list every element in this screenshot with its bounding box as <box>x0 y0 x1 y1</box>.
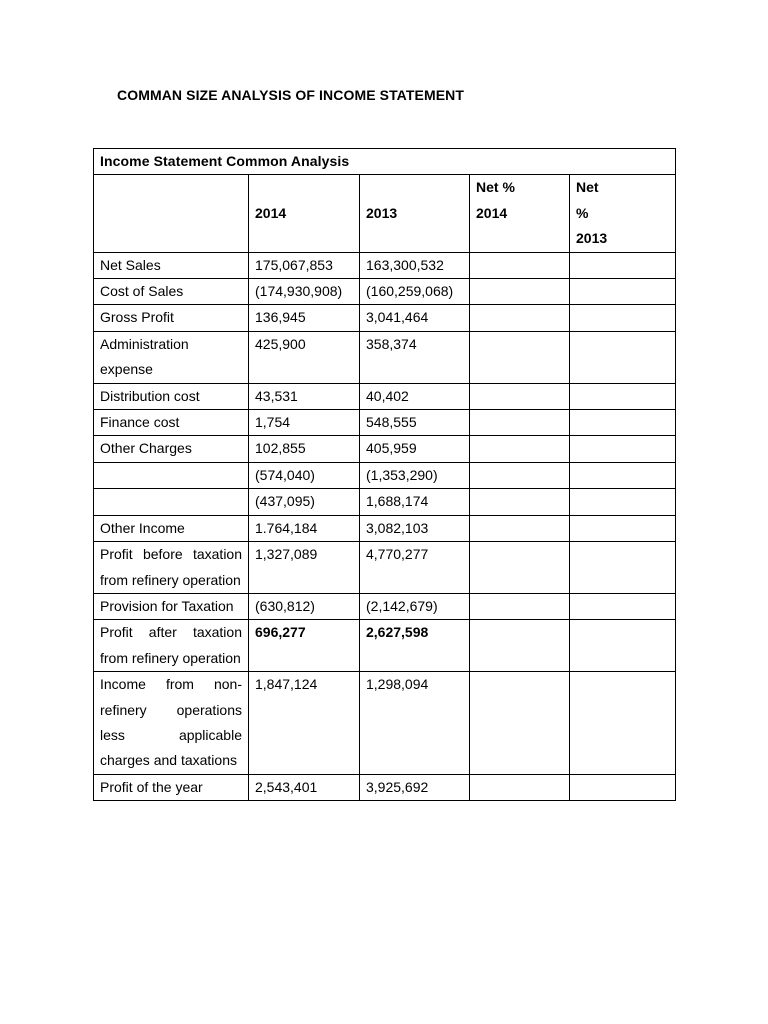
header-net-pct-2013 <box>570 175 676 252</box>
table-row <box>94 489 676 515</box>
row-label: Administration expense <box>94 331 249 383</box>
net-pct-2013 <box>570 305 676 331</box>
value-2014: (174,930,908) <box>249 279 360 305</box>
value-2013: 3,925,692 <box>360 774 470 800</box>
row-label: Provision for Taxation <box>94 593 249 619</box>
row-label: Profit before taxation from refinery operation <box>94 542 249 594</box>
net-pct-2014 <box>470 774 570 800</box>
net-pct-2014 <box>470 515 570 541</box>
table-row <box>94 410 676 436</box>
value-2014: 2,543,401 <box>249 774 360 800</box>
value-2013: 548,555 <box>360 410 470 436</box>
header-row <box>94 175 676 252</box>
header-net-pct-2013-line1: Net <box>576 179 599 196</box>
row-label: Distribution cost <box>94 383 249 409</box>
row-label: Net Sales <box>94 252 249 278</box>
value-2013: 163,300,532 <box>360 252 470 278</box>
net-pct-2013 <box>570 383 676 409</box>
net-pct-2013 <box>570 489 676 515</box>
value-2014: 1,754 <box>249 410 360 436</box>
value-2013: 1,298,094 <box>360 672 470 775</box>
row-label: Other Income <box>94 515 249 541</box>
header-label-cell <box>94 175 249 252</box>
net-pct-2013 <box>570 620 676 672</box>
value-2014: 696,277 <box>249 620 360 672</box>
value-2014: 1,847,124 <box>249 672 360 775</box>
net-pct-2013 <box>570 672 676 775</box>
row-label <box>94 462 249 488</box>
header-net-pct-2013-line3: 2013 <box>576 230 608 247</box>
net-pct-2013 <box>570 279 676 305</box>
header-2014: 2014 <box>249 175 360 252</box>
value-2013: 2,627,598 <box>360 620 470 672</box>
table-row <box>94 436 676 462</box>
value-2014: 136,945 <box>249 305 360 331</box>
header-net-pct-2013-line2: % <box>576 204 589 221</box>
header-net-pct-2014-line1: Net % <box>476 179 515 196</box>
table-row <box>94 331 676 383</box>
net-pct-2014 <box>470 410 570 436</box>
value-2013: 358,374 <box>360 331 470 383</box>
net-pct-2013 <box>570 462 676 488</box>
net-pct-2013 <box>570 331 676 383</box>
net-pct-2013 <box>570 410 676 436</box>
value-2014: (574,040) <box>249 462 360 488</box>
value-2013: 3,041,464 <box>360 305 470 331</box>
row-label: Profit after taxation from refinery operation <box>94 620 249 672</box>
row-label: Cost of Sales <box>94 279 249 305</box>
value-2014: 1,327,089 <box>249 542 360 594</box>
value-2013: (2,142,679) <box>360 593 470 619</box>
net-pct-2013 <box>570 252 676 278</box>
net-pct-2014 <box>470 593 570 619</box>
table-row <box>94 672 676 775</box>
net-pct-2014 <box>470 383 570 409</box>
header-net-pct-2014 <box>470 175 570 252</box>
net-pct-2014 <box>470 489 570 515</box>
table-row <box>94 305 676 331</box>
net-pct-2013 <box>570 774 676 800</box>
value-2014: 102,855 <box>249 436 360 462</box>
value-2013: 4,770,277 <box>360 542 470 594</box>
income-statement-table <box>93 148 676 801</box>
row-label: Finance cost <box>94 410 249 436</box>
document-title: COMMAN SIZE ANALYSIS OF INCOME STATEMENT <box>117 87 465 103</box>
net-pct-2014 <box>470 462 570 488</box>
row-label: Gross Profit <box>94 305 249 331</box>
table-row <box>94 252 676 278</box>
table-row <box>94 515 676 541</box>
net-pct-2014 <box>470 542 570 594</box>
net-pct-2014 <box>470 436 570 462</box>
net-pct-2014 <box>470 279 570 305</box>
row-label <box>94 489 249 515</box>
table-row <box>94 462 676 488</box>
table-row <box>94 383 676 409</box>
table-row <box>94 620 676 672</box>
value-2013: (1,353,290) <box>360 462 470 488</box>
net-pct-2013 <box>570 542 676 594</box>
net-pct-2013 <box>570 515 676 541</box>
value-2013: 405,959 <box>360 436 470 462</box>
net-pct-2013 <box>570 436 676 462</box>
value-2014: (630,812) <box>249 593 360 619</box>
table-row <box>94 542 676 594</box>
header-2013: 2013 <box>360 175 470 252</box>
table-row <box>94 593 676 619</box>
value-2013: (160,259,068) <box>360 279 470 305</box>
net-pct-2014 <box>470 252 570 278</box>
table-caption-row <box>94 149 676 175</box>
net-pct-2014 <box>470 620 570 672</box>
net-pct-2014 <box>470 331 570 383</box>
row-label: Other Charges <box>94 436 249 462</box>
value-2014: (437,095) <box>249 489 360 515</box>
net-pct-2014 <box>470 305 570 331</box>
row-label: Income from non-refinery operations less applicable charges and taxations <box>94 672 249 775</box>
value-2014: 175,067,853 <box>249 252 360 278</box>
value-2013: 40,402 <box>360 383 470 409</box>
value-2014: 425,900 <box>249 331 360 383</box>
table-caption: Income Statement Common Analysis <box>94 149 676 175</box>
net-pct-2014 <box>470 672 570 775</box>
value-2014: 43,531 <box>249 383 360 409</box>
row-label: Profit of the year <box>94 774 249 800</box>
value-2014: 1.764,184 <box>249 515 360 541</box>
net-pct-2013 <box>570 593 676 619</box>
value-2013: 1,688,174 <box>360 489 470 515</box>
value-2013: 3,082,103 <box>360 515 470 541</box>
header-net-pct-2014-line2: 2014 <box>476 204 508 221</box>
table-row <box>94 279 676 305</box>
table-row <box>94 774 676 800</box>
